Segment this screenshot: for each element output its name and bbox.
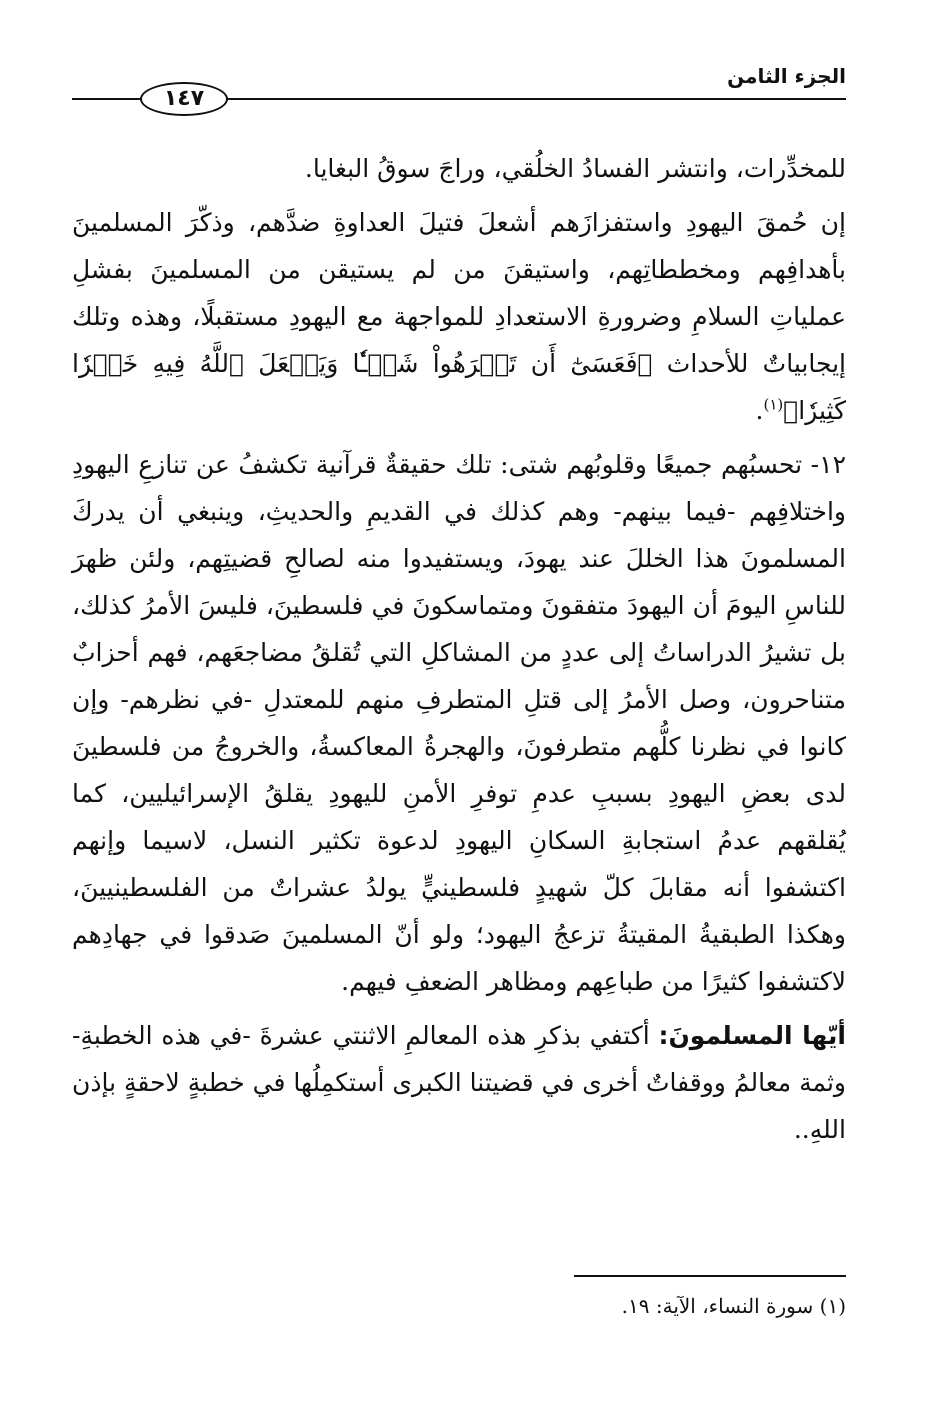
running-title: الجزء الثامن — [727, 64, 846, 88]
address-lead: أيّها المسلمونَ: — [658, 1021, 846, 1050]
main-text — [72, 145, 846, 1160]
paragraph-2-end: . — [755, 396, 764, 425]
footnote: (١) سورة النساء، الآية: ١٩. — [621, 1294, 846, 1318]
paragraph-4-text: أكتفي بذكرِ هذه المعالمِ الاثنتي عشرةَ -في هذه الخطبةِ- وثمة معالمُ ووقفاتٌ أخرى في قضيتنا الكبرى أستكمِلُها في خطبةٍ لاحقةٍ بإذن اللهِ.. — [72, 1021, 846, 1144]
paragraph-2-text: إن حُمقَ اليهودِ واستفزازَهم أشعلَ فتيلَ العداوةِ ضدَّهم، وذكّرَ المسلمينَ بأهدافِهم ومخططاتِهم، واستيقنَ من لم يستيقن من المسلمينَ بفشلِ عملياتِ السلامِ وضرورةِ الاستعدادِ للمواجهة مع اليهودِ مستقبلًا، وهذه وتلك إيجابياتٌ للأحداث ﴿فَعَسَىٰٓ أَن تَكۡرَهُواْ شَيۡـٔٗا وَيَجۡعَلَ ٱللَّهُ فِيهِ خَيۡرٗا كَثِيرٗا﴾ — [72, 208, 846, 425]
paragraph-2 — [72, 199, 846, 434]
paragraph-1: للمخدِّرات، وانتشر الفسادُ الخلُقي، وراجَ سوقُ البغايا. — [304, 154, 846, 183]
footnote-rule — [574, 1275, 846, 1277]
footnote-marker: (١) — [763, 395, 784, 414]
paragraph-3: ١٢- تحسبُهم جميعًا وقلوبُهم شتى: تلك حقيقةٌ قرآنية تكشفُ عن تنازعِ اليهودِ واختلافِهم -فيما بينهم- وهم كذلك في القديمِ والحديثِ، وينبغي أن يدركَ المسلمونَ هذا الخللَ عند يهودَ، ويستفيدوا منه لصالحِ قضيتِهم، ولئن ظهرَ للناسِ اليومَ أن اليهودَ متفقونَ ومتماسكونَ في فلسطينَ، فليسَ الأمرُ كذلك، بل تشيرُ الدراساتُ إلى عددٍ من المشاكلِ التي تُقلقُ مضاجعَهم، فهم أحزابٌ متناحرون، وصل الأمرُ إلى قتلِ المتطرفِ منهم للمعتدلِ -في نظرهم- وإن كانوا في نظرنا كلُّهم متطرفونَ، والهجرةُ المعاكسةُ، والخروجُ من فلسطينَ لدى بعضِ اليهودِ بسببِ عدمِ توفرِ الأمنِ لليهودِ يقلقُ الإسرائيليين، كما يُقلقهم عدمُ استجابةِ السكانِ اليهودِ لدعوة تكثير النسل، لاسيما وإنهم اكتشفوا أنه مقابلَ كلّ شهيدٍ فلسطينيٍّ يولدُ عشراتٌ من الفلسطينيينَ، وهكذا الطبقيةُ المقيتةُ تزعجُ اليهود؛ ولو أنّ المسلمينَ صَدقوا في جهادِهم لاكتشفوا كثيرًا من طباعِهم ومظاهر الضعفِ فيهم. — [72, 450, 846, 996]
paragraph-4 — [72, 1012, 846, 1153]
page-number-badge: ١٤٧ — [140, 82, 228, 116]
page-header — [72, 58, 846, 128]
